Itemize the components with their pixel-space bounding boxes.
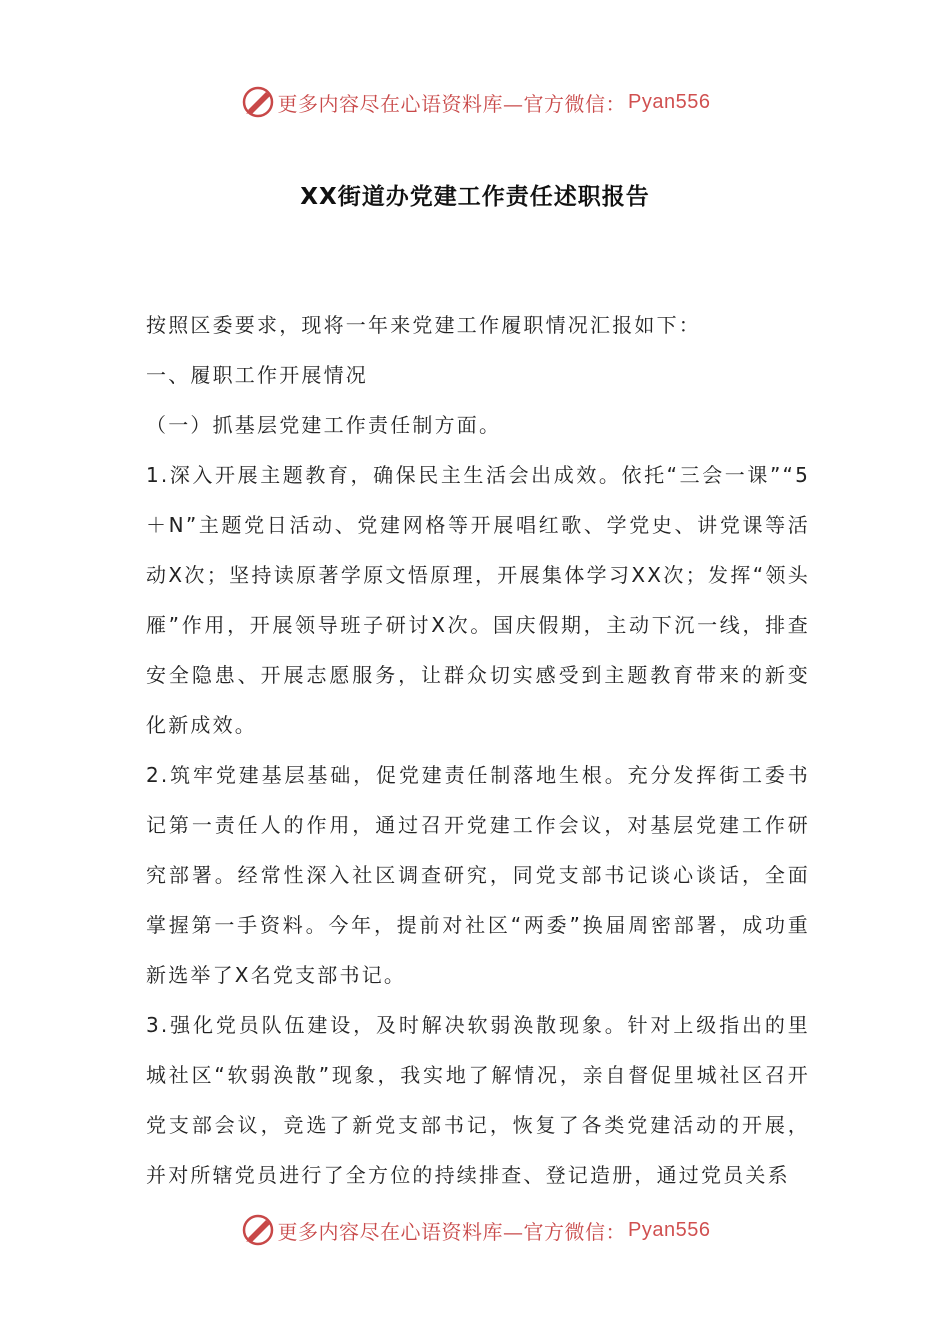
- watermark-text: 更多内容尽在心语资料库—官方微信：: [277, 1219, 627, 1244]
- document-title: XX街道办党建工作责任述职报告: [300, 184, 650, 210]
- watermark-wechat-id: Pyan556: [628, 1218, 711, 1241]
- watermark-logo-icon: [240, 84, 276, 120]
- paragraph-item-2: 2.筑牢党建基层基础，促党建责任制落地生根。充分发挥街工委书记第一责任人的作用，通过召开党建工作会议，对基层党建工作研究部署。经常性深入社区调查研究，同党支部书记谈心谈话，全面掌握第一手资料。今年，提前对社区“两委”换届周密部署，成功重新选举了X名党支部书记。: [146, 763, 810, 987]
- header-watermark: [0, 84, 950, 120]
- paragraph-item-3: 3.强化党员队伍建设，及时解决软弱涣散现象。针对上级指出的里城社区“软弱涣散”现象，我实地了解情况，亲自督促里城社区召开党支部会议，竞选了新党支部书记，恢复了各类党建活动的开展，并对所辖党员进行了全方位的持续排查、登记造册，通过党员关系: [146, 1013, 810, 1187]
- watermark-text: 更多内容尽在心语资料库—官方微信：: [277, 91, 627, 116]
- footer-watermark: [0, 1212, 950, 1248]
- paragraph-intro: 按照区委要求，现将一年来党建工作履职情况汇报如下：: [146, 313, 701, 337]
- watermark-logo-icon: [240, 1212, 276, 1248]
- document-body: [146, 300, 810, 1200]
- section-heading: 一、履职工作开展情况: [146, 363, 368, 387]
- paragraph-item-1: 1.深入开展主题教育，确保民主生活会出成效。依托“三会一课”“5＋N”主题党日活动、党建网格等开展唱红歌、学党史、讲党课等活动X次；坚持读原著学原文悟原理，开展集体学习XX次；发挥“领头雁”作用，开展领导班子研讨X次。国庆假期，主动下沉一线，排查安全隐患、开展志愿服务，让群众切实感受到主题教育带来的新变化新成效。: [146, 463, 810, 737]
- subsection-heading: （一）抓基层党建工作责任制方面。: [146, 413, 502, 437]
- watermark-wechat-id: Pyan556: [628, 90, 711, 113]
